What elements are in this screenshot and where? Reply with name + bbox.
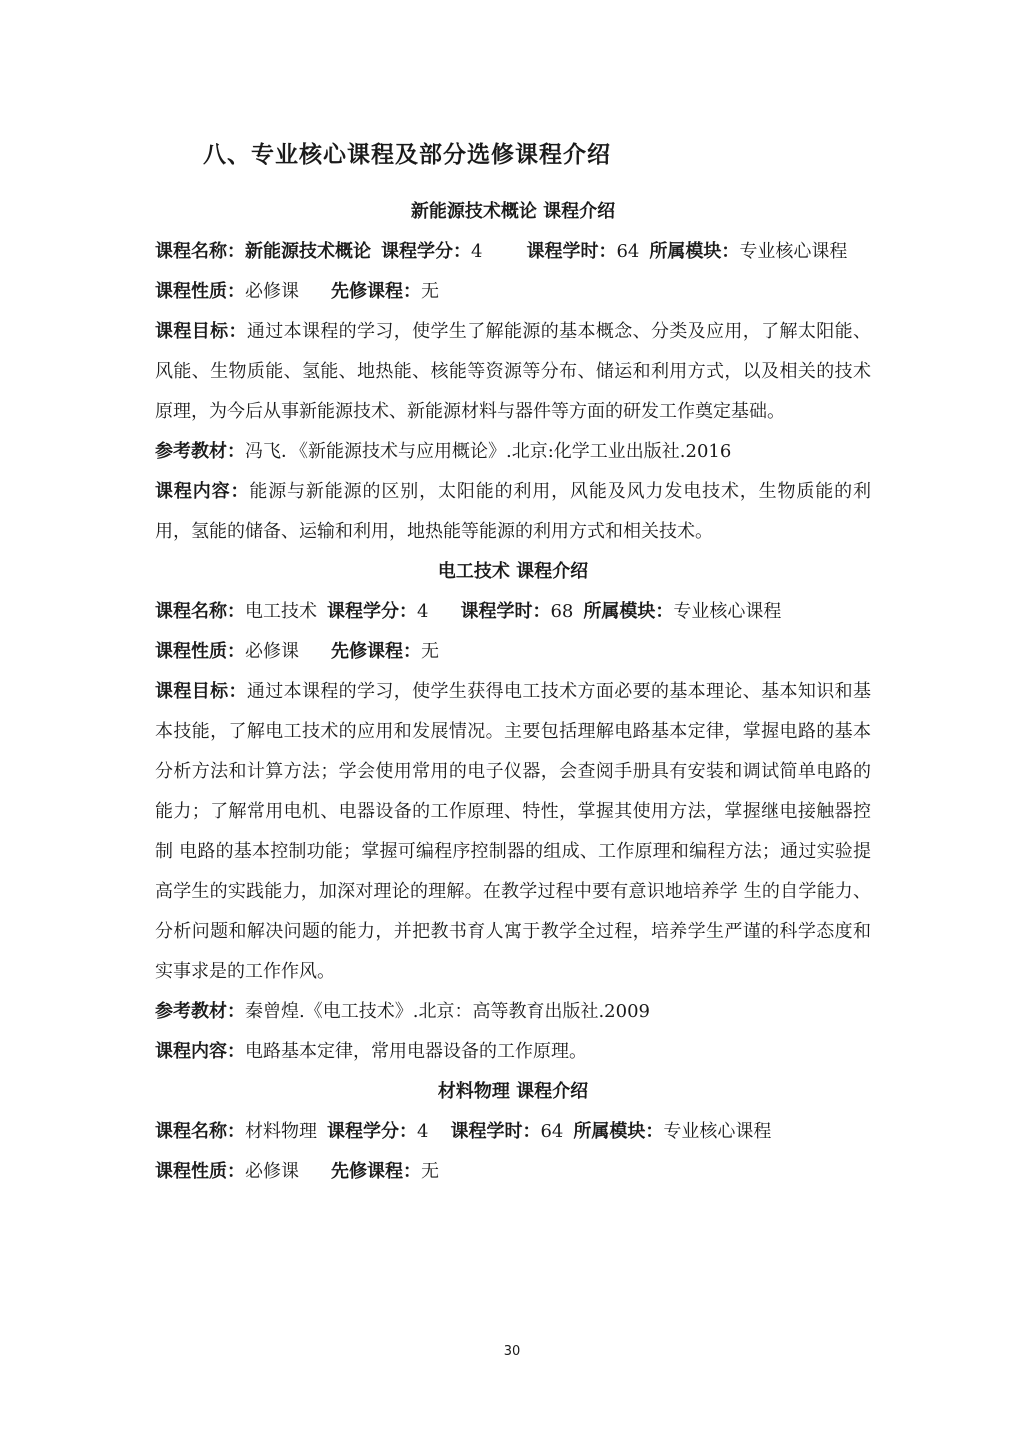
course-nature-value: 必修课 [245,1161,299,1182]
course-credit-label: 课程学分： [381,241,471,262]
course-content-paragraph [155,472,871,552]
course-textbook-text: 秦曾煌.《电工技术》.北京：高等教育出版社.2009 [245,1001,650,1022]
course-content-paragraph [155,1032,871,1072]
course-goal-paragraph [155,672,871,992]
course-textbook-text: 冯飞．《新能源技术与应用概论》.北京:化学工业出版社.2016 [245,441,732,462]
course-block [155,192,871,552]
course-textbook-line [155,432,871,472]
page-number: 30 [503,1344,521,1359]
course-hours-label: 课程学时： [526,241,617,262]
course-title: 材料物理 课程介绍 [437,1081,589,1102]
course-goal-label: 课程目标： [155,681,247,702]
course-list [155,192,871,1192]
course-nature-line [155,272,871,312]
course-name-value: 新能源技术概论 [245,241,371,262]
course-name-value: 电工技术 [245,601,317,622]
course-content-label: 课程内容： [155,1041,245,1062]
course-hours-value: 64 [540,1121,564,1142]
course-credit-label: 课程学分： [327,1121,417,1142]
course-hours-label: 课程学时： [450,1121,541,1142]
course-goal-text: 通过本课程的学习，使学生了解能源的基本概念、分类及应用，了解太阳能、风能、生物质能、氢能、地热能、核能等资源等分布、储运和利用方式，以及相关的技术原理，为今后从事新能源技术、新能源材料与器件等方面的研发工作奠定基础。 [155,321,871,422]
course-goal-text: 通过本课程的学习，使学生获得电工技术方面必要的基本理论、基本知识和基本技能，了解电工技术的应用和发展情况。主要包括理解电路基本定律，掌握电路的基本分析方法和计算方法；学会使用常用的电子仪器，会查阅手册具有安装和调试简单电路的能力；了解常用电机、电器设备的工作原理、特性，掌握其使用方法，掌握继电接触器控制 电路的基本控制功能；掌握可编程序控制器的组成、工作原理和编程方法；通过实验提高学生的实践能力，加深对理论的理解。在教学过程中要有意识地培养学 生的自学能力、分析问题和解决问题的能力，并把教书育人寓于教学全过程，培养学生严谨的科学态度和实事求是的工作作风。 [155,681,871,982]
course-textbook-label: 参考教材： [155,1001,245,1022]
course-credit-value: 4 [471,241,483,262]
course-prereq-label: 先修课程： [331,641,421,662]
course-textbook-label: 参考教材： [155,441,245,462]
course-prereq-label: 先修课程： [331,1161,421,1182]
course-module-value: 专业核心课程 [673,601,782,622]
course-hours-label: 课程学时： [460,601,551,622]
course-hours-value: 68 [550,601,574,622]
course-name-label: 课程名称： [155,241,245,262]
course-info-line [155,592,871,632]
course-content-text: 电路基本定律，常用电器设备的工作原理。 [245,1041,587,1062]
course-prereq-value: 无 [421,1161,439,1182]
course-nature-label: 课程性质： [155,1161,245,1182]
course-content-text: 能源与新能源的区别，太阳能的利用，风能及风力发电技术，生物质能的利用，氢能的储备、运输和利用，地热能等能源的利用方式和相关技术。 [155,481,872,542]
course-nature-value: 必修课 [245,281,299,302]
course-name-value: 材料物理 [245,1121,317,1142]
course-nature-label: 课程性质： [155,281,245,302]
course-prereq-value: 无 [421,641,439,662]
course-nature-line [155,1152,871,1192]
section-heading: 八、专业核心课程及部分选修课程介绍 [203,142,611,168]
course-block [155,552,871,1072]
course-prereq-label: 先修课程： [331,281,421,302]
course-name-label: 课程名称： [155,1121,245,1142]
course-textbook-line [155,992,871,1032]
course-content-label: 课程内容： [155,481,250,502]
course-module-label: 所属模块： [649,241,740,262]
course-module-value: 专业核心课程 [663,1121,772,1142]
course-nature-value: 必修课 [245,641,299,662]
course-hours-value: 64 [616,241,640,262]
course-goal-label: 课程目标： [155,321,247,342]
course-name-label: 课程名称： [155,601,245,622]
course-prereq-value: 无 [421,281,439,302]
course-title: 新能源技术概论 课程介绍 [410,201,616,222]
course-nature-label: 课程性质： [155,641,245,662]
course-info-line [155,1112,871,1152]
course-block [155,1072,871,1192]
course-credit-label: 课程学分： [327,601,417,622]
course-nature-line [155,632,871,672]
course-credit-value: 4 [417,1121,429,1142]
course-goal-paragraph [155,312,871,432]
course-title: 电工技术 课程介绍 [437,561,589,582]
course-module-label: 所属模块： [583,601,674,622]
course-module-label: 所属模块： [573,1121,664,1142]
course-info-line [155,232,871,272]
course-module-value: 专业核心课程 [739,241,848,262]
course-credit-value: 4 [417,601,429,622]
